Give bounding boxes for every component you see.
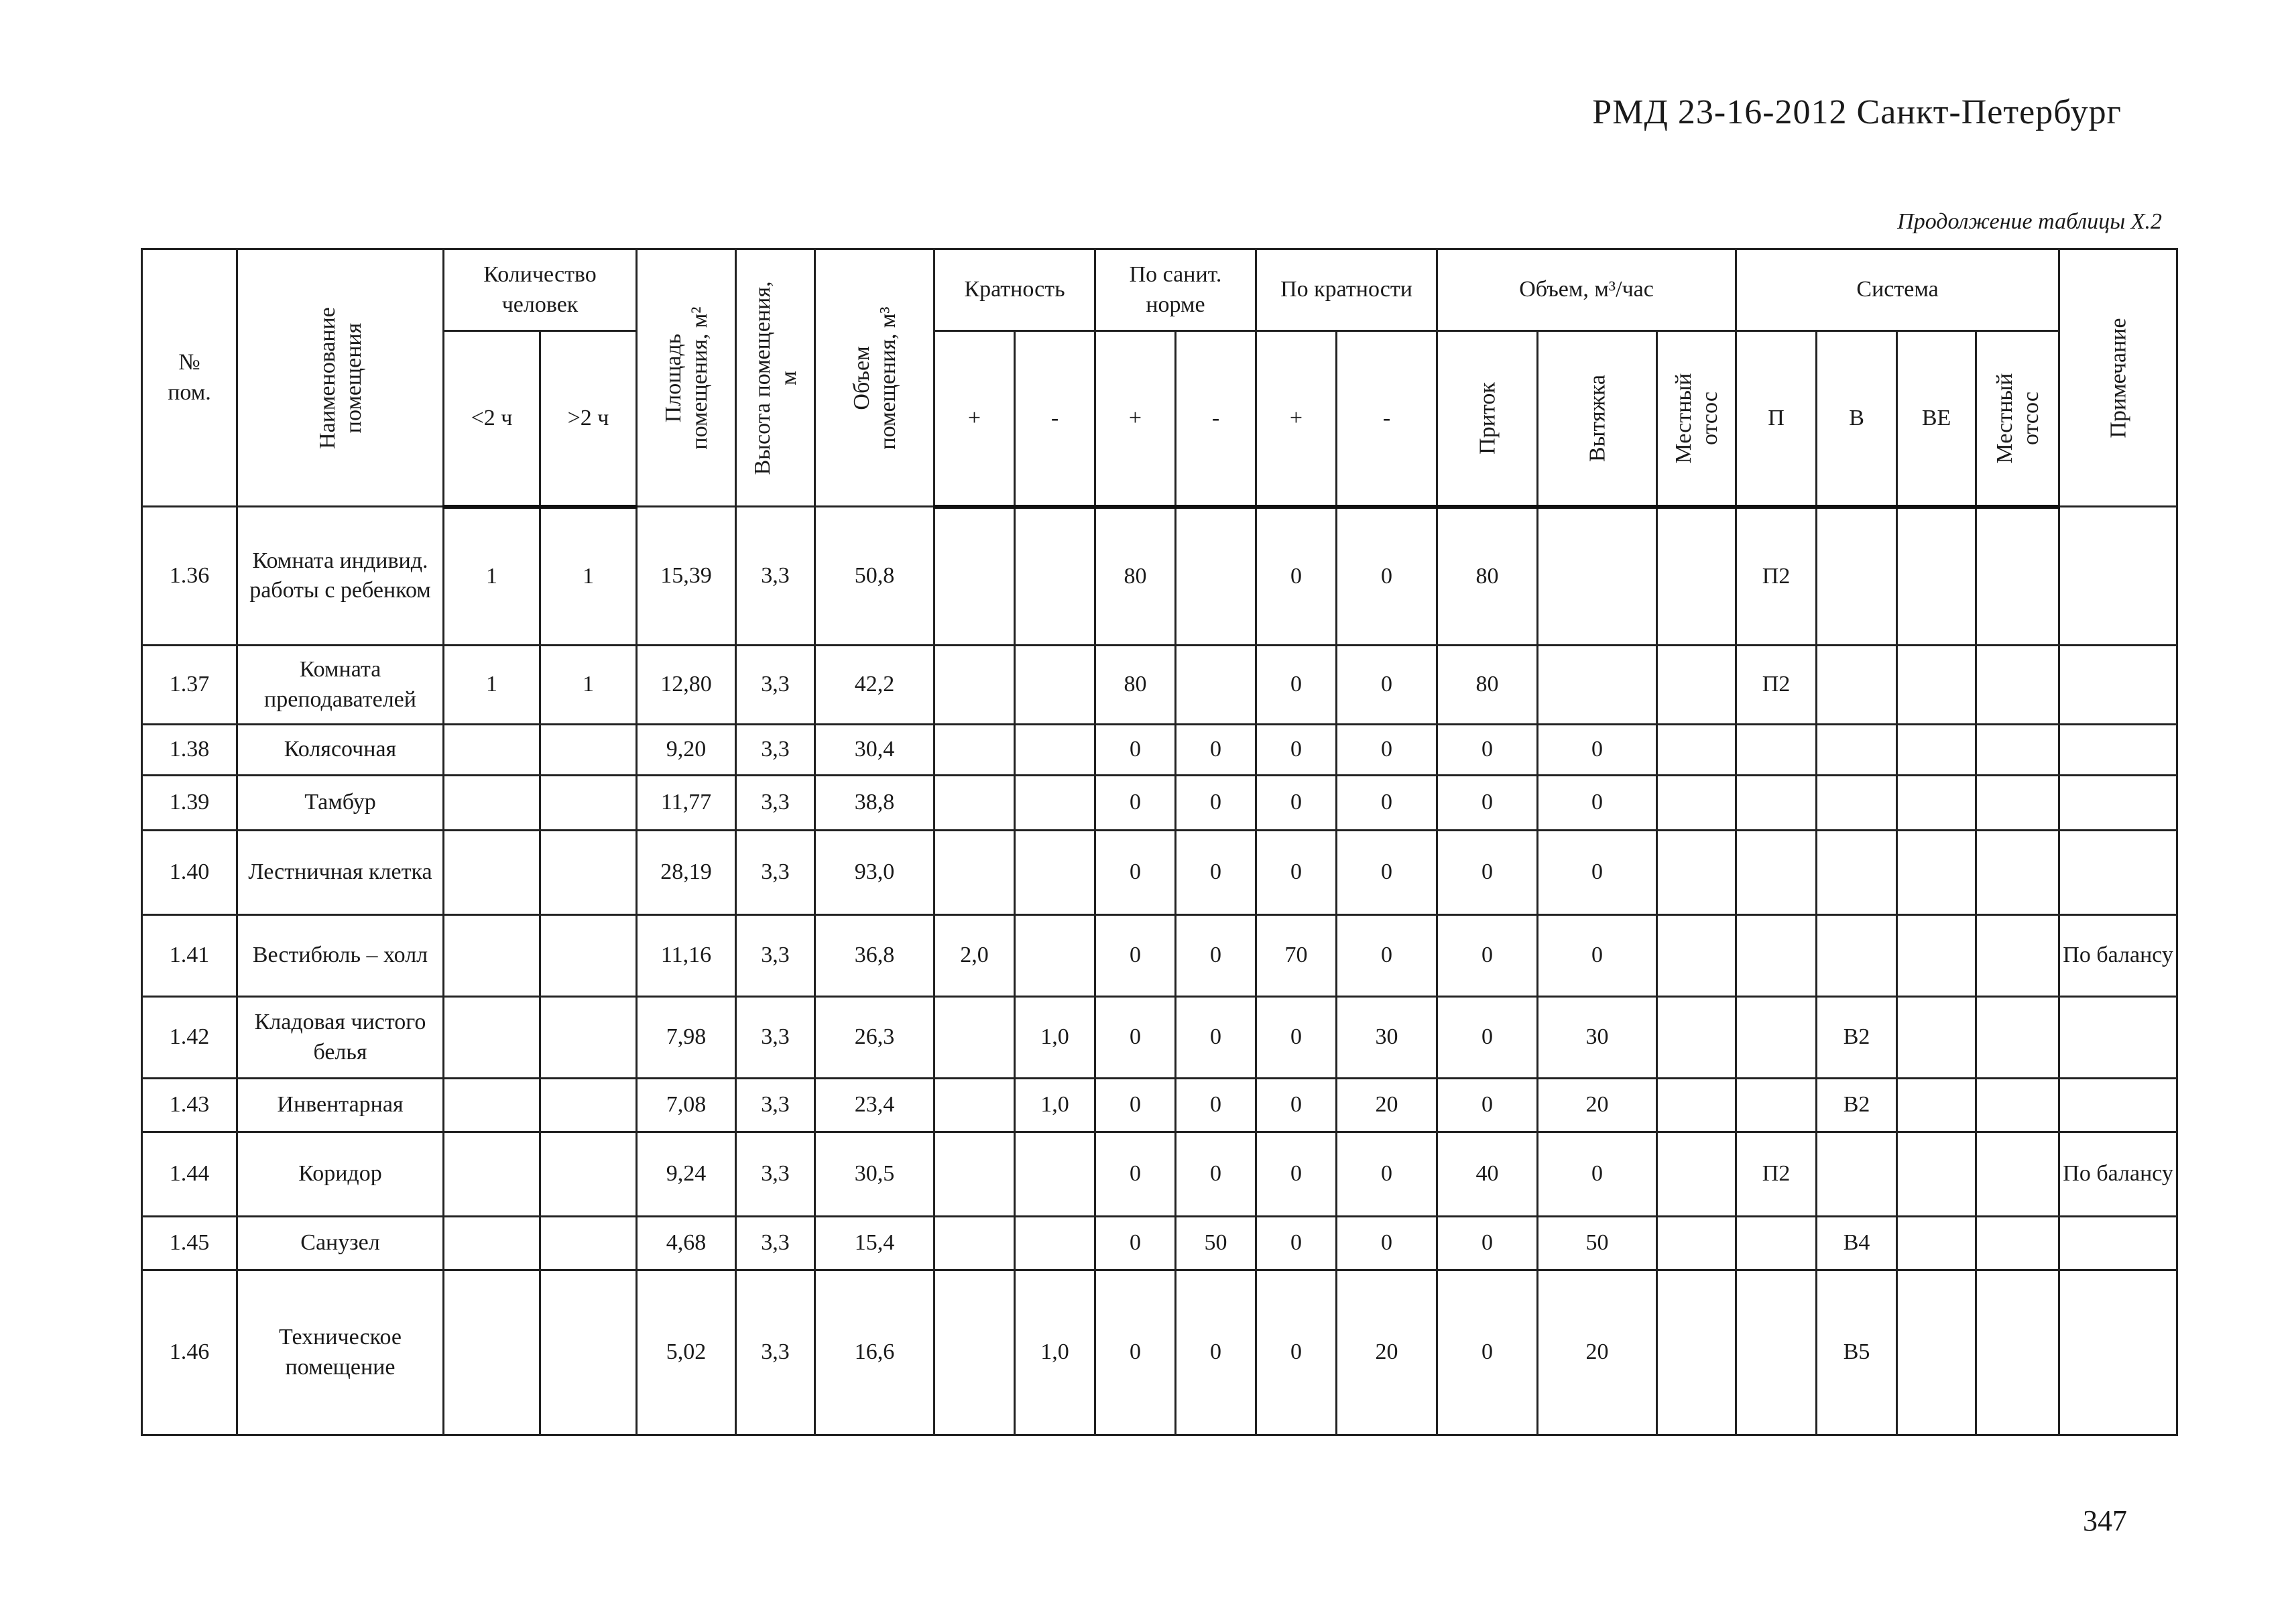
people-lt2 bbox=[444, 997, 540, 1079]
rate-minus bbox=[1015, 915, 1095, 997]
exhaust-value: 0 bbox=[1538, 725, 1657, 776]
kr-minus: 0 bbox=[1337, 507, 1437, 646]
area-value: 11,16 bbox=[637, 915, 736, 997]
table-row bbox=[142, 1217, 2177, 1270]
col-header-exhaust: Вытяжка bbox=[1538, 331, 1657, 507]
san-plus: 0 bbox=[1095, 915, 1176, 997]
col-header-san-plus: + bbox=[1095, 331, 1176, 507]
supply-value: 0 bbox=[1437, 1079, 1538, 1132]
local-value bbox=[1657, 1270, 1736, 1435]
note bbox=[2059, 1217, 2177, 1270]
san-minus: 0 bbox=[1176, 831, 1256, 915]
san-minus: 0 bbox=[1176, 997, 1256, 1079]
kr-minus: 0 bbox=[1337, 725, 1437, 776]
kr-minus: 0 bbox=[1337, 646, 1437, 725]
system-v bbox=[1817, 725, 1897, 776]
system-p bbox=[1736, 915, 1817, 997]
col-header-note: Примечание bbox=[2059, 249, 2177, 507]
col-header-system: Система bbox=[1736, 249, 2059, 331]
system-p bbox=[1736, 831, 1817, 915]
system-ve bbox=[1897, 776, 1976, 831]
system-ve bbox=[1897, 997, 1976, 1079]
san-minus: 0 bbox=[1176, 776, 1256, 831]
system-local bbox=[1976, 915, 2059, 997]
system-local bbox=[1976, 831, 2059, 915]
exhaust-value: 20 bbox=[1538, 1270, 1657, 1435]
height-value: 3,3 bbox=[736, 646, 815, 725]
rate-plus bbox=[934, 646, 1015, 725]
system-ve bbox=[1897, 1079, 1976, 1132]
san-plus: 0 bbox=[1095, 776, 1176, 831]
system-ve bbox=[1897, 1217, 1976, 1270]
room-name: Вестибюль – холл bbox=[237, 915, 444, 997]
people-lt2: 1 bbox=[444, 507, 540, 646]
area-value: 15,39 bbox=[637, 507, 736, 646]
system-p: П2 bbox=[1736, 1132, 1817, 1217]
people-lt2 bbox=[444, 831, 540, 915]
rate-plus bbox=[934, 776, 1015, 831]
kr-minus: 20 bbox=[1337, 1270, 1437, 1435]
room-name: Тамбур bbox=[237, 776, 444, 831]
system-ve bbox=[1897, 725, 1976, 776]
rate-minus bbox=[1015, 831, 1095, 915]
table-row bbox=[142, 1270, 2177, 1435]
people-gt2 bbox=[540, 1079, 637, 1132]
document-title: РМД 23-16-2012 Санкт-Петербург bbox=[1592, 93, 2122, 131]
table-body bbox=[142, 507, 2177, 1435]
supply-value: 0 bbox=[1437, 1270, 1538, 1435]
note: По балансу bbox=[2059, 915, 2177, 997]
col-header-height: Высота помещения, м bbox=[736, 249, 815, 507]
exhaust-value: 0 bbox=[1538, 776, 1657, 831]
note bbox=[2059, 831, 2177, 915]
rate-plus bbox=[934, 507, 1015, 646]
system-v: В2 bbox=[1817, 1079, 1897, 1132]
area-value: 28,19 bbox=[637, 831, 736, 915]
local-value bbox=[1657, 646, 1736, 725]
rate-minus: 1,0 bbox=[1015, 1079, 1095, 1132]
san-plus: 0 bbox=[1095, 1132, 1176, 1217]
people-gt2 bbox=[540, 1270, 637, 1435]
area-value: 5,02 bbox=[637, 1270, 736, 1435]
kr-plus: 0 bbox=[1256, 1079, 1337, 1132]
system-p bbox=[1736, 776, 1817, 831]
note bbox=[2059, 997, 2177, 1079]
table-row bbox=[142, 646, 2177, 725]
area-value: 9,24 bbox=[637, 1132, 736, 1217]
system-p bbox=[1736, 1079, 1817, 1132]
system-ve bbox=[1897, 831, 1976, 915]
volume-value: 15,4 bbox=[815, 1217, 934, 1270]
volume-value: 36,8 bbox=[815, 915, 934, 997]
note bbox=[2059, 1079, 2177, 1132]
height-value: 3,3 bbox=[736, 776, 815, 831]
col-header-sys-v: В bbox=[1817, 331, 1897, 507]
system-local bbox=[1976, 507, 2059, 646]
room-name: Санузел bbox=[237, 1217, 444, 1270]
exhaust-value: 0 bbox=[1538, 915, 1657, 997]
row-num: 1.39 bbox=[142, 776, 237, 831]
people-lt2 bbox=[444, 1270, 540, 1435]
rate-minus bbox=[1015, 646, 1095, 725]
kr-plus: 0 bbox=[1256, 1132, 1337, 1217]
col-header-people-lt2: <2 ч bbox=[444, 331, 540, 507]
people-lt2 bbox=[444, 1217, 540, 1270]
kr-minus: 0 bbox=[1337, 1132, 1437, 1217]
col-header-kr-minus: - bbox=[1337, 331, 1437, 507]
people-lt2 bbox=[444, 1132, 540, 1217]
people-gt2 bbox=[540, 776, 637, 831]
area-value: 4,68 bbox=[637, 1217, 736, 1270]
kr-minus: 0 bbox=[1337, 776, 1437, 831]
local-value bbox=[1657, 1217, 1736, 1270]
system-v: В5 bbox=[1817, 1270, 1897, 1435]
volume-value: 16,6 bbox=[815, 1270, 934, 1435]
people-gt2 bbox=[540, 1217, 637, 1270]
volume-value: 23,4 bbox=[815, 1079, 934, 1132]
row-num: 1.46 bbox=[142, 1270, 237, 1435]
volume-value: 38,8 bbox=[815, 776, 934, 831]
system-ve bbox=[1897, 646, 1976, 725]
kr-plus: 0 bbox=[1256, 997, 1337, 1079]
room-name: Комната индивид. работы с ребенком bbox=[237, 507, 444, 646]
exhaust-value bbox=[1538, 646, 1657, 725]
supply-value: 0 bbox=[1437, 915, 1538, 997]
height-value: 3,3 bbox=[736, 725, 815, 776]
local-value bbox=[1657, 507, 1736, 646]
height-value: 3,3 bbox=[736, 997, 815, 1079]
supply-value: 0 bbox=[1437, 997, 1538, 1079]
system-p: П2 bbox=[1736, 646, 1817, 725]
col-header-volume: Объем помещения, м³ bbox=[815, 249, 934, 507]
col-header-rate: Кратность bbox=[934, 249, 1095, 331]
san-plus: 0 bbox=[1095, 1217, 1176, 1270]
system-local bbox=[1976, 1079, 2059, 1132]
table-row bbox=[142, 507, 2177, 646]
volume-value: 42,2 bbox=[815, 646, 934, 725]
exhaust-value: 30 bbox=[1538, 997, 1657, 1079]
supply-value: 80 bbox=[1437, 507, 1538, 646]
row-num: 1.37 bbox=[142, 646, 237, 725]
kr-minus: 0 bbox=[1337, 915, 1437, 997]
col-header-sys-p: П bbox=[1736, 331, 1817, 507]
height-value: 3,3 bbox=[736, 1270, 815, 1435]
system-ve bbox=[1897, 1270, 1976, 1435]
kr-plus: 0 bbox=[1256, 646, 1337, 725]
rate-minus: 1,0 bbox=[1015, 997, 1095, 1079]
supply-value: 0 bbox=[1437, 1217, 1538, 1270]
people-lt2 bbox=[444, 1079, 540, 1132]
san-plus: 80 bbox=[1095, 646, 1176, 725]
table-row bbox=[142, 776, 2177, 831]
kr-plus: 0 bbox=[1256, 1270, 1337, 1435]
kr-minus: 20 bbox=[1337, 1079, 1437, 1132]
rate-plus bbox=[934, 1079, 1015, 1132]
note bbox=[2059, 1270, 2177, 1435]
system-ve bbox=[1897, 1132, 1976, 1217]
system-v: В4 bbox=[1817, 1217, 1897, 1270]
system-local bbox=[1976, 646, 2059, 725]
supply-value: 40 bbox=[1437, 1132, 1538, 1217]
supply-value: 80 bbox=[1437, 646, 1538, 725]
height-value: 3,3 bbox=[736, 915, 815, 997]
area-value: 12,80 bbox=[637, 646, 736, 725]
system-v bbox=[1817, 646, 1897, 725]
kr-minus: 30 bbox=[1337, 997, 1437, 1079]
rate-minus bbox=[1015, 1217, 1095, 1270]
rate-plus bbox=[934, 997, 1015, 1079]
san-minus: 0 bbox=[1176, 1132, 1256, 1217]
exhaust-value: 0 bbox=[1538, 831, 1657, 915]
row-num: 1.45 bbox=[142, 1217, 237, 1270]
system-local bbox=[1976, 1270, 2059, 1435]
rate-plus bbox=[934, 725, 1015, 776]
col-header-name: Наименование помещения bbox=[237, 249, 444, 507]
system-v bbox=[1817, 915, 1897, 997]
system-v bbox=[1817, 831, 1897, 915]
system-ve bbox=[1897, 507, 1976, 646]
rate-minus bbox=[1015, 725, 1095, 776]
supply-value: 0 bbox=[1437, 776, 1538, 831]
table-row bbox=[142, 831, 2177, 915]
people-gt2: 1 bbox=[540, 507, 637, 646]
col-header-people: Количество человек bbox=[444, 249, 637, 331]
exhaust-value: 50 bbox=[1538, 1217, 1657, 1270]
system-v bbox=[1817, 1132, 1897, 1217]
san-minus: 0 bbox=[1176, 1270, 1256, 1435]
room-name: Коридор bbox=[237, 1132, 444, 1217]
volume-value: 30,5 bbox=[815, 1132, 934, 1217]
system-ve bbox=[1897, 915, 1976, 997]
kr-minus: 0 bbox=[1337, 831, 1437, 915]
room-name: Кладовая чистого белья bbox=[237, 997, 444, 1079]
col-header-air-volume: Объем, м³/час bbox=[1437, 249, 1736, 331]
row-num: 1.43 bbox=[142, 1079, 237, 1132]
area-value: 7,98 bbox=[637, 997, 736, 1079]
san-minus: 0 bbox=[1176, 725, 1256, 776]
san-plus: 80 bbox=[1095, 507, 1176, 646]
room-name: Лестничная клетка bbox=[237, 831, 444, 915]
rate-minus bbox=[1015, 776, 1095, 831]
volume-value: 30,4 bbox=[815, 725, 934, 776]
system-local bbox=[1976, 1132, 2059, 1217]
people-gt2 bbox=[540, 997, 637, 1079]
kr-plus: 0 bbox=[1256, 831, 1337, 915]
table-row bbox=[142, 1079, 2177, 1132]
col-header-by-rate: По кратности bbox=[1256, 249, 1437, 331]
col-header-supply: Приток bbox=[1437, 331, 1538, 507]
row-num: 1.36 bbox=[142, 507, 237, 646]
note: По балансу bbox=[2059, 1132, 2177, 1217]
system-p bbox=[1736, 1270, 1817, 1435]
local-value bbox=[1657, 997, 1736, 1079]
row-num: 1.44 bbox=[142, 1132, 237, 1217]
exhaust-value: 0 bbox=[1538, 1132, 1657, 1217]
san-plus: 0 bbox=[1095, 1079, 1176, 1132]
kr-minus: 0 bbox=[1337, 1217, 1437, 1270]
rate-minus bbox=[1015, 1132, 1095, 1217]
row-num: 1.42 bbox=[142, 997, 237, 1079]
people-lt2: 1 bbox=[444, 646, 540, 725]
local-value bbox=[1657, 1079, 1736, 1132]
height-value: 3,3 bbox=[736, 1217, 815, 1270]
people-gt2 bbox=[540, 915, 637, 997]
table-row bbox=[142, 915, 2177, 997]
col-header-local: Местный отсос bbox=[1657, 331, 1736, 507]
volume-value: 93,0 bbox=[815, 831, 934, 915]
volume-value: 50,8 bbox=[815, 507, 934, 646]
system-v bbox=[1817, 507, 1897, 646]
area-value: 7,08 bbox=[637, 1079, 736, 1132]
table-continuation-label: Продолжение таблицы Х.2 bbox=[1897, 209, 2162, 234]
rate-plus: 2,0 bbox=[934, 915, 1015, 997]
kr-plus: 0 bbox=[1256, 1217, 1337, 1270]
system-v bbox=[1817, 776, 1897, 831]
san-minus: 0 bbox=[1176, 1079, 1256, 1132]
area-value: 9,20 bbox=[637, 725, 736, 776]
people-lt2 bbox=[444, 915, 540, 997]
local-value bbox=[1657, 725, 1736, 776]
room-name: Инвентарная bbox=[237, 1079, 444, 1132]
local-value bbox=[1657, 831, 1736, 915]
row-num: 1.38 bbox=[142, 725, 237, 776]
people-gt2 bbox=[540, 1132, 637, 1217]
volume-value: 26,3 bbox=[815, 997, 934, 1079]
people-gt2 bbox=[540, 831, 637, 915]
height-value: 3,3 bbox=[736, 831, 815, 915]
kr-plus: 70 bbox=[1256, 915, 1337, 997]
ventilation-table bbox=[141, 248, 2178, 1436]
col-header-kr-plus: + bbox=[1256, 331, 1337, 507]
san-minus: 0 bbox=[1176, 915, 1256, 997]
col-header-area: Площадь помещения, м² bbox=[637, 249, 736, 507]
col-header-sys-local: Местный отсос bbox=[1976, 331, 2059, 507]
kr-plus: 0 bbox=[1256, 725, 1337, 776]
supply-value: 0 bbox=[1437, 831, 1538, 915]
system-local bbox=[1976, 997, 2059, 1079]
table-row bbox=[142, 1132, 2177, 1217]
local-value bbox=[1657, 915, 1736, 997]
rate-minus: 1,0 bbox=[1015, 1270, 1095, 1435]
table-row bbox=[142, 725, 2177, 776]
kr-plus: 0 bbox=[1256, 776, 1337, 831]
row-num: 1.40 bbox=[142, 831, 237, 915]
note bbox=[2059, 507, 2177, 646]
people-gt2: 1 bbox=[540, 646, 637, 725]
local-value bbox=[1657, 1132, 1736, 1217]
note bbox=[2059, 725, 2177, 776]
height-value: 3,3 bbox=[736, 1132, 815, 1217]
table-row bbox=[142, 997, 2177, 1079]
local-value bbox=[1657, 776, 1736, 831]
area-value: 11,77 bbox=[637, 776, 736, 831]
system-v: В2 bbox=[1817, 997, 1897, 1079]
exhaust-value bbox=[1538, 507, 1657, 646]
san-minus bbox=[1176, 646, 1256, 725]
room-name: Комната преподавателей bbox=[237, 646, 444, 725]
col-header-rate-plus: + bbox=[934, 331, 1015, 507]
people-lt2 bbox=[444, 776, 540, 831]
col-header-sanitary: По санит. норме bbox=[1095, 249, 1256, 331]
kr-plus: 0 bbox=[1256, 507, 1337, 646]
height-value: 3,3 bbox=[736, 1079, 815, 1132]
san-plus: 0 bbox=[1095, 1270, 1176, 1435]
san-plus: 0 bbox=[1095, 997, 1176, 1079]
people-gt2 bbox=[540, 725, 637, 776]
people-lt2 bbox=[444, 725, 540, 776]
san-minus: 50 bbox=[1176, 1217, 1256, 1270]
height-value: 3,3 bbox=[736, 507, 815, 646]
col-header-sys-ve: ВЕ bbox=[1897, 331, 1976, 507]
rate-plus bbox=[934, 1270, 1015, 1435]
room-name: Колясочная bbox=[237, 725, 444, 776]
system-p bbox=[1736, 997, 1817, 1079]
system-local bbox=[1976, 1217, 2059, 1270]
exhaust-value: 20 bbox=[1538, 1079, 1657, 1132]
rate-minus bbox=[1015, 507, 1095, 646]
san-minus bbox=[1176, 507, 1256, 646]
system-local bbox=[1976, 776, 2059, 831]
col-header-san-minus: - bbox=[1176, 331, 1256, 507]
note bbox=[2059, 646, 2177, 725]
page-number: 347 bbox=[2083, 1504, 2127, 1537]
system-p: П2 bbox=[1736, 507, 1817, 646]
rate-plus bbox=[934, 1132, 1015, 1217]
system-p bbox=[1736, 725, 1817, 776]
rate-plus bbox=[934, 831, 1015, 915]
row-num: 1.41 bbox=[142, 915, 237, 997]
room-name: Техническое помещение bbox=[237, 1270, 444, 1435]
san-plus: 0 bbox=[1095, 831, 1176, 915]
san-plus: 0 bbox=[1095, 725, 1176, 776]
rate-plus bbox=[934, 1217, 1015, 1270]
system-p bbox=[1736, 1217, 1817, 1270]
system-local bbox=[1976, 725, 2059, 776]
note bbox=[2059, 776, 2177, 831]
col-header-rate-minus: - bbox=[1015, 331, 1095, 507]
col-header-people-gt2: >2 ч bbox=[540, 331, 637, 507]
col-header-num: № пом. bbox=[142, 249, 237, 507]
supply-value: 0 bbox=[1437, 725, 1538, 776]
